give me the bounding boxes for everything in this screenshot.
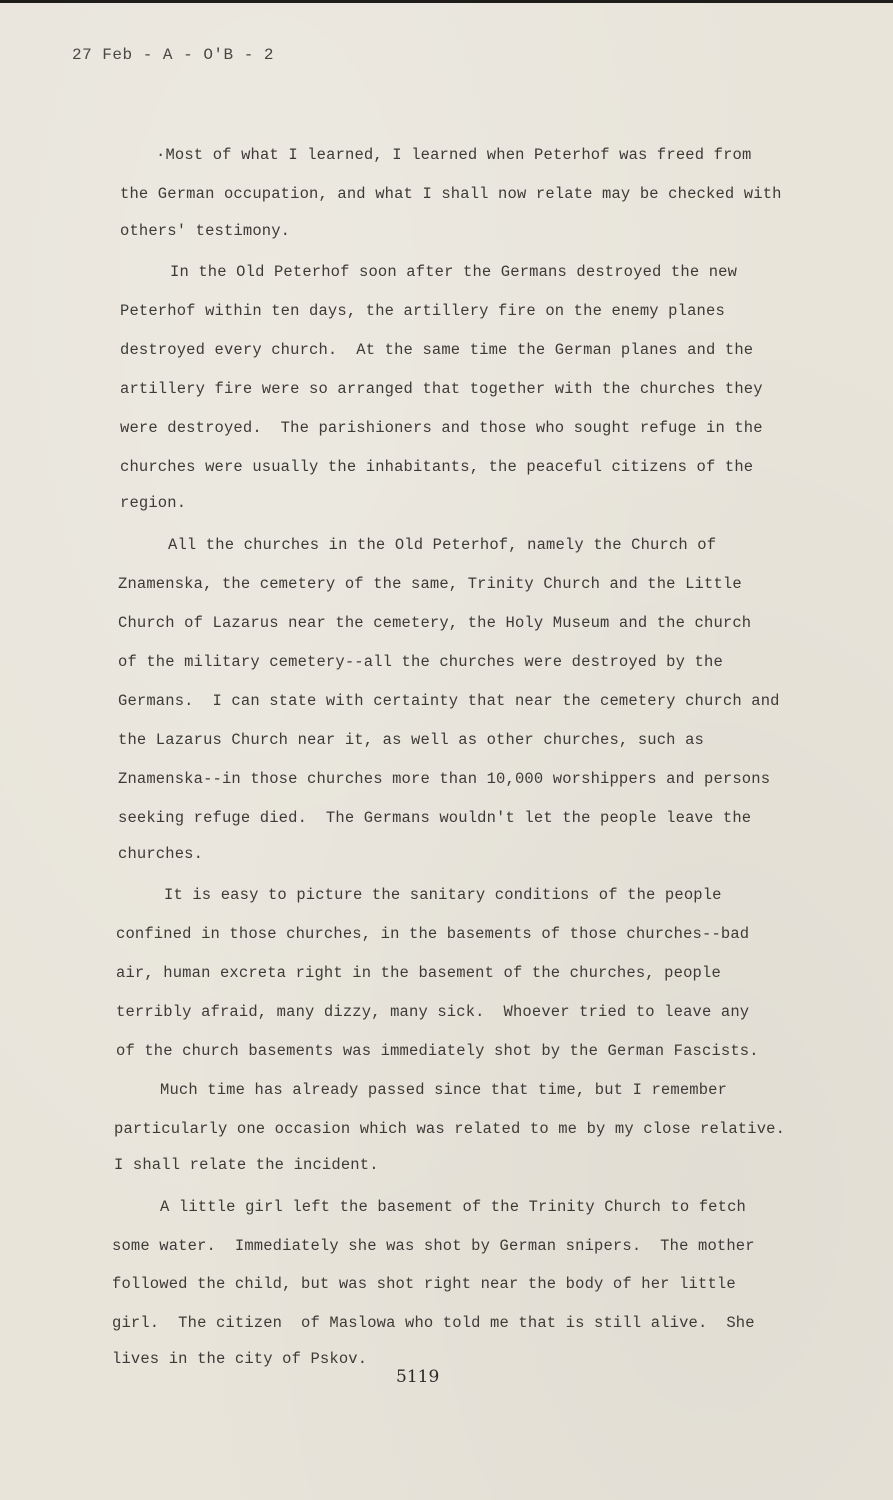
page-header: 27 Feb - A - O'B - 2 [72,46,275,64]
text-line: followed the child, but was shot right near the body of her little [112,1275,736,1293]
text-line: the Lazarus Church near it, as well as other churches, such as [118,731,704,749]
text-line: I shall relate the incident. [114,1156,379,1174]
text-line: Znamenska--in those churches more than 10,000 worshippers and persons [118,770,771,788]
text-line: Much time has already passed since that time, but I remember [160,1081,728,1099]
text-line: particularly one occasion which was related to me by my close relative. [114,1120,786,1138]
text-line: All the churches in the Old Peterhof, namely the Church of [168,536,717,554]
text-line: the German occupation, and what I shall now relate may be checked with [120,185,782,203]
page-number: 5119 [396,1367,440,1387]
text-line: churches. [118,845,204,863]
text-line: ·Most of what I learned, I learned when Peterhof was freed from [156,146,752,164]
text-line: girl. The citizen of Maslowa who told me that is still alive. She [112,1314,755,1332]
page-top-edge [0,0,893,3]
text-line: air, human excreta right in the basement of the churches, people [116,964,721,982]
text-line: confined in those churches, in the basements of those churches--bad [116,925,750,943]
text-line: terribly afraid, many dizzy, many sick. Whoever tried to leave any [116,1003,750,1021]
text-line: of the military cemetery--all the churches were destroyed by the [118,653,723,671]
text-line: A little girl left the basement of the Trinity Church to fetch [160,1198,746,1216]
text-line: were destroyed. The parishioners and those who sought refuge in the [120,419,763,437]
text-line: Znamenska, the cemetery of the same, Trinity Church and the Little [118,575,742,593]
text-line: seeking refuge died. The Germans wouldn't let the people leave the [118,809,752,827]
text-line: Peterhof within ten days, the artillery fire on the enemy planes [120,302,725,320]
text-line: lives in the city of Pskov. [112,1350,368,1368]
text-line: Germans. I can state with certainty that near the cemetery church and [118,692,780,710]
text-line: In the Old Peterhof soon after the Germans destroyed the new [170,263,738,281]
text-line: artillery fire were so arranged that together with the churches they [120,380,763,398]
text-line: of the church basements was immediately shot by the German Fascists. [116,1042,759,1060]
text-line: destroyed every church. At the same time the German planes and the [120,341,754,359]
text-line: region. [120,494,187,512]
text-line: Church of Lazarus near the cemetery, the Holy Museum and the church [118,614,752,632]
text-line: It is easy to picture the sanitary conditions of the people [164,886,722,904]
text-line: some water. Immediately she was shot by German snipers. The mother [112,1237,755,1255]
text-line: churches were usually the inhabitants, the peaceful citizens of the [120,458,754,476]
text-line: others' testimony. [120,222,291,240]
